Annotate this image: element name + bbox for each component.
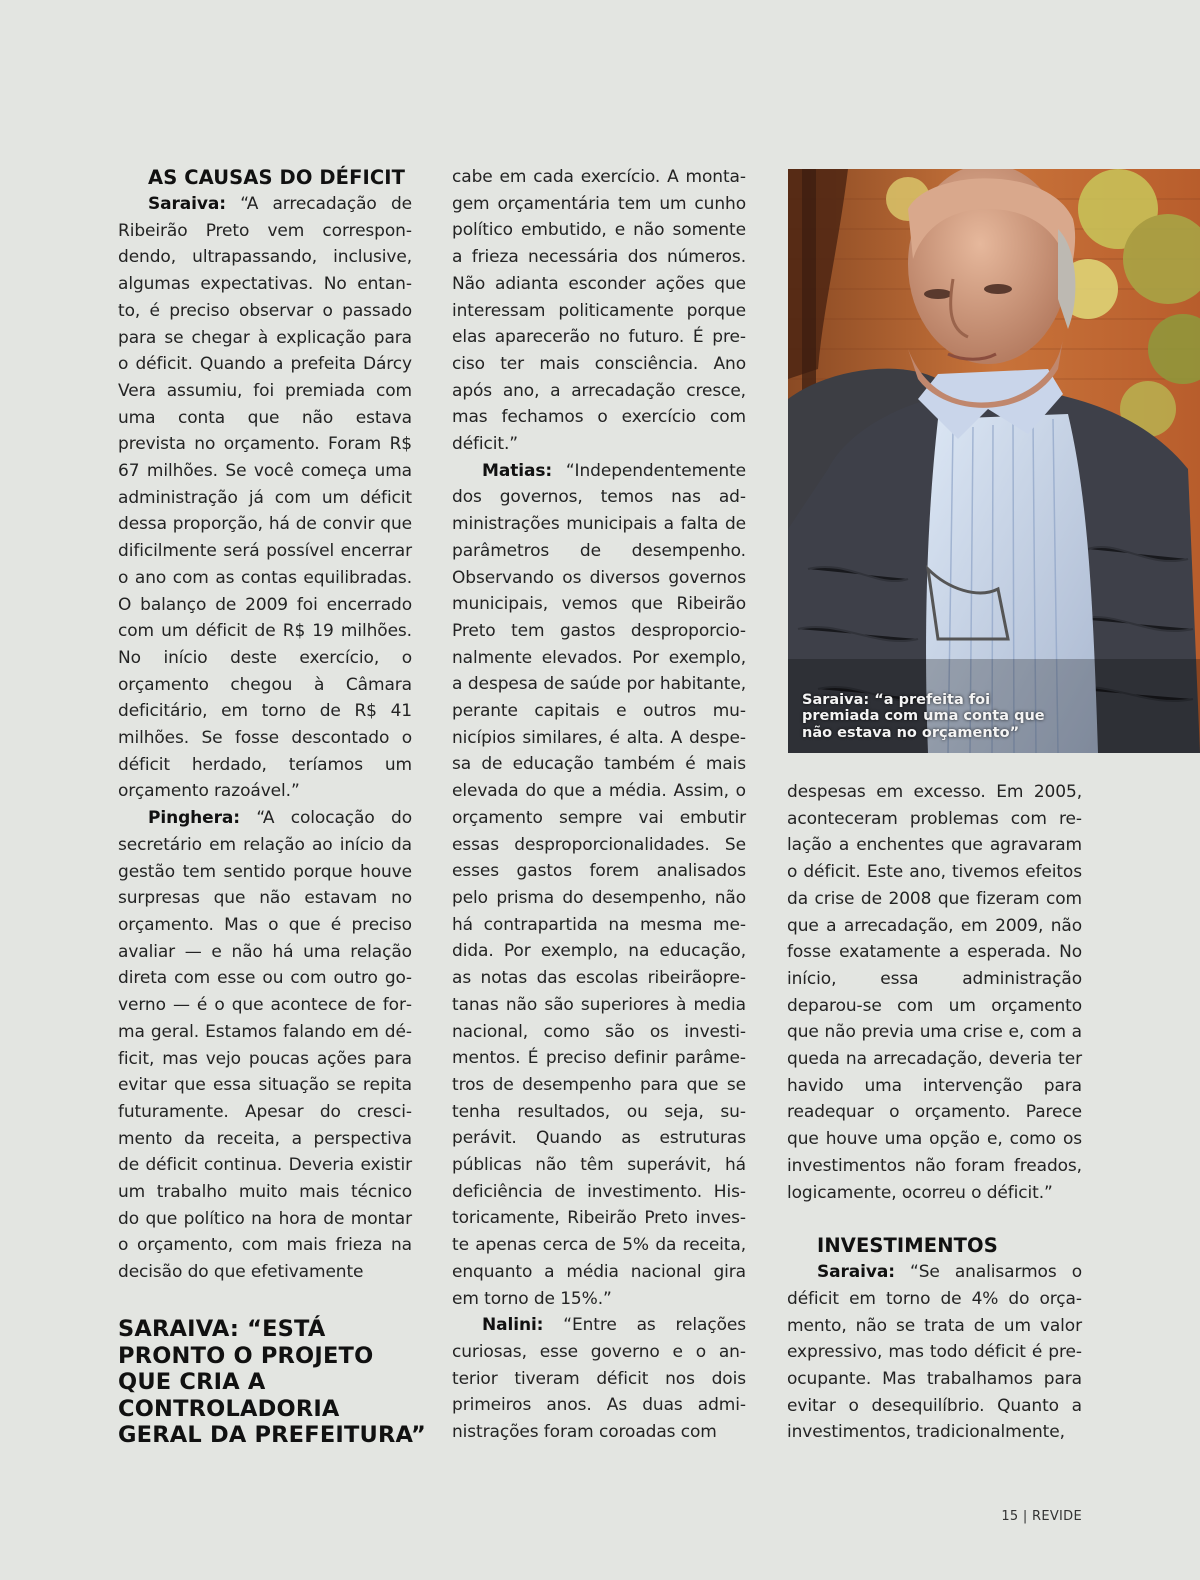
paragraph-saraiva-investimentos [787, 1259, 1082, 1446]
paragraph-text: “Entre as relações curiosas, esse governo e o anterior tiveram déficit nos dois primeiros anos. As duas administrações foram coroadas com [452, 1315, 746, 1443]
paragraph-text: “Independentemente dos governos, temos nas administrações municipais a falta de parâmetros de desempenho. Observando os diversos governos municipais, vemos que Ribeirão Preto tem gastos desproporcionalmente elevados. Por exemplo, a despesa de saúde por habitante, perante capitais e outros municípios similares, é alta. A despesa de educação também é mais elevada do que a média. Assim, o orçamento sempre vai embutir essas desproporcionalidades. Se esses gastos forem analisados pelo prisma do desempenho, não há contrapartida na mesma medida. Por exemplo, na educação, as notas das escolas ribeirãopretanas não são superiores à media nacional, como são os investimentos. É preciso definir parâmetros de desempenho para que se tenha resultados, ou seja, superávit. Quando as estruturas públicas não têm superávit, há deficiência de investimento. Historicamente, Ribeirão Preto investe apenas cerca de 5% da receita, enquanto a média nacional gira em torno de 15%.” [452, 460, 746, 1309]
speaker-name: Nalini: [482, 1315, 544, 1336]
speaker-name: Matias: [482, 460, 553, 481]
paragraph-pinghera [118, 805, 412, 1286]
column-3 [787, 779, 1082, 1446]
paragraph-saraiva [118, 191, 412, 805]
paragraph-matias [452, 458, 746, 1313]
portrait-photo [788, 169, 1200, 753]
speaker-name: Saraiva: [817, 1262, 895, 1283]
paragraph-text: “A colocação do secretário em relação ao início da gestão tem sentido porque houve surpresas que não estavam no orçamento. Mas o que é preciso avaliar — e não há uma relação direta com esse ou com outro governo — é o que acontece de forma geral. Estamos falando em déficit, mas vejo poucas ações para evitar que essa situação se repita futuramente. Apesar do crescimento da receita, a perspectiva de déficit continua. Deveria existir um trabalho muito mais técnico do que político na hora de montar o orçamento, com mais frieza na decisão do que efetivamente [118, 808, 412, 1283]
portrait-illustration [788, 169, 1200, 753]
section-heading-causas: AS CAUSAS DO DÉFICIT [148, 166, 406, 189]
section-heading-investimentos: INVESTIMENTOS [817, 1234, 998, 1258]
paragraph-text: “Se analisarmos o déficit em torno de 4% do orçamento, não se trata de um valor expressivo, mas todo déficit é preocupante. Mas trabalhamos para evitar o desequilíbrio. Quanto a investimentos, tradicionalmente, [787, 1262, 1082, 1443]
speaker-name: Pinghera: [148, 808, 240, 829]
paragraph-continuation: despesas em excesso. Em 2005, aconteceram problemas com relação a enchentes que agravaram o déficit. Este ano, tivemos efeitos da crise de 2008 que fizeram com que a arrecadação, em 2009, não fosse exatamente a esperada. No início, essa administração deparou-se com um orçamento que não previa uma crise e, com a queda na arrecadação, deveria ter havido uma intervenção para readequar o orçamento. Parece que houve uma opção e, como os investimentos não foram freados, logicamente, ocorreu o déficit.” [787, 782, 1082, 1203]
paragraph-text: “A arrecadação de Ribeirão Preto vem correspondendo, ultrapassando, inclusive, algumas expectativas. No entanto, é preciso observar o passado para se chegar à explicação para o déficit. Quando a prefeita Dárcy Vera assumiu, foi premiada com uma conta que não estava prevista no orçamento. Foram R$ 67 milhões. Se você começa uma administração já com um déficit dessa proporção, há de convir que dificilmente será possível encerrar o ano com as contas equilibradas. O balanço de 2009 foi encerrado com um déficit de R$ 19 milhões. No início deste exercício, o orçamento chegou à Câmara deficitário, em torno de R$ 41 milhões. Se fosse descontado o déficit herdado, teríamos um orçamento razoável.” [118, 194, 412, 802]
spacer [787, 1206, 1082, 1232]
page-folio: 15 | REVIDE [1001, 1509, 1082, 1524]
pull-quote: SARAIVA: “ESTÁ PRONTO O PROJETO QUE CRIA A CONTROLADORIA GERAL DA PREFEITURA” [118, 1316, 427, 1448]
column-2 [452, 164, 746, 1446]
paragraph-nalini [452, 1312, 746, 1446]
paragraph-continuation: cabe em cada exercício. A montagem orçamentária tem um cunho político embutido, e não somente a frieza necessária dos números. Não adianta esconder ações que interessam politicamente porque elas aparecerão no futuro. É preciso ter mais consciência. Ano após ano, a arrecadação cresce, mas fechamos o exercício com déficit.” [452, 167, 746, 455]
column-1 [118, 164, 412, 1286]
speaker-name: Saraiva: [148, 194, 226, 214]
photo-caption: Saraiva: “a prefeita foi premiada com uma conta que não estava no orçamento” [802, 691, 1045, 741]
